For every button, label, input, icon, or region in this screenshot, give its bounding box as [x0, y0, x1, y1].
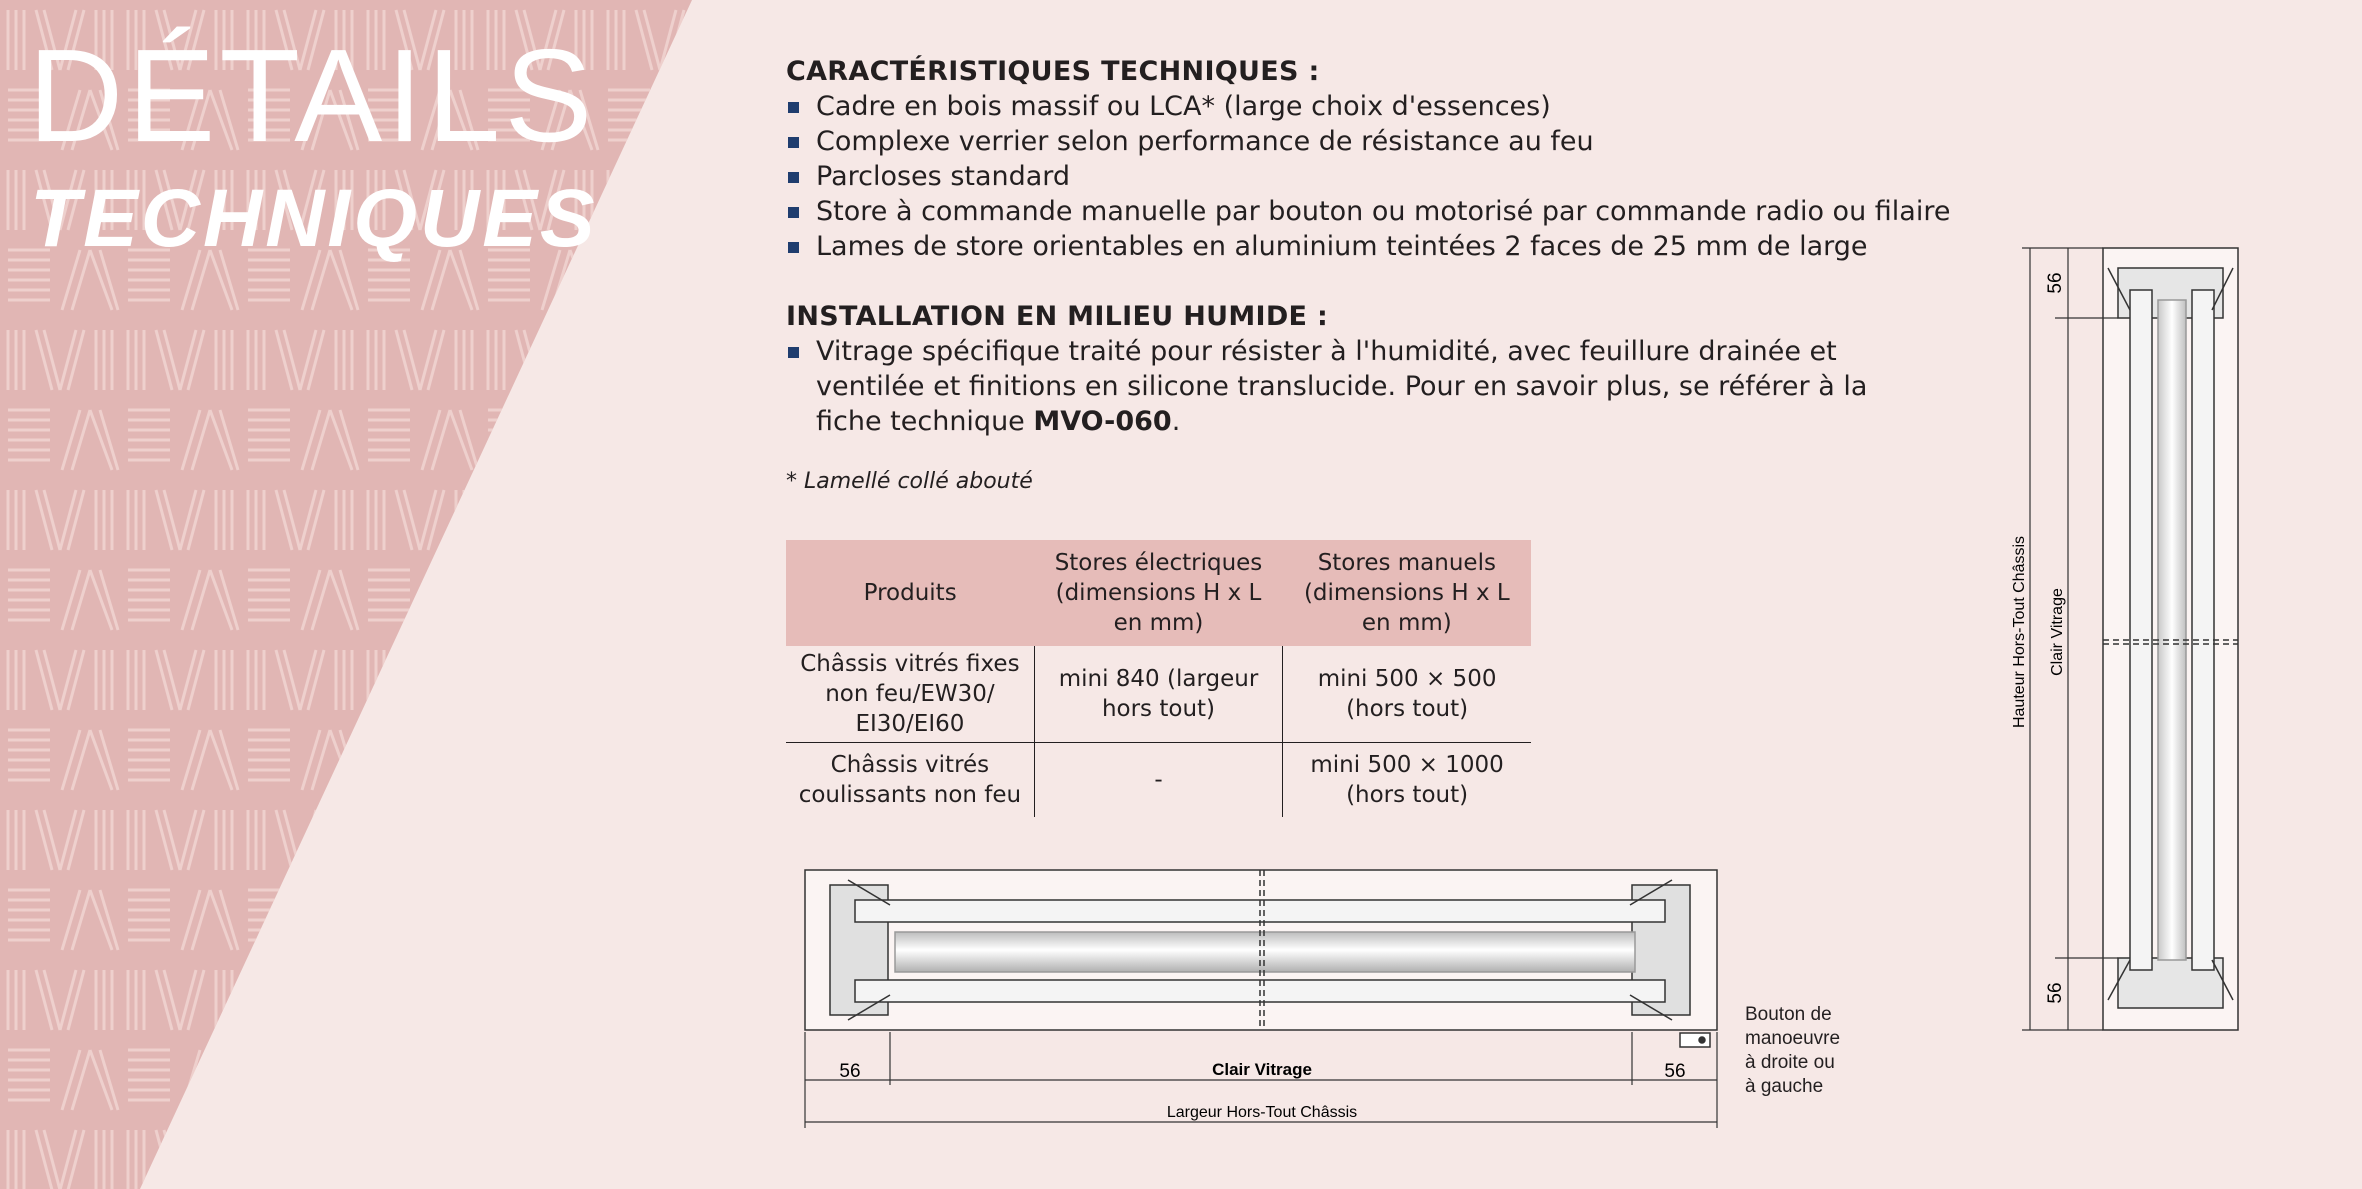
dim-right-label: 56 — [1664, 1061, 1686, 1082]
table-header: Produits — [786, 540, 1034, 646]
tech-heading: CARACTÉRISTIQUES TECHNIQUES : — [786, 56, 1320, 87]
v-hauteur-label: Hauteur Hors-Tout Châssis — [2011, 535, 2028, 729]
table-cell: - — [1034, 743, 1282, 818]
humide-text: Vitrage spécifique traité pour résister à l'humidité, avec feuillure drainée et ventilée et finitions en silicone translucide. Pour en savoir plus, se référer à la fiche technique — [816, 336, 1868, 437]
table-header: Stores manuels (dimensions H x L en mm) — [1283, 540, 1531, 646]
bouton-note — [1745, 1003, 1840, 1099]
list-item: Parcloses standard — [786, 159, 1986, 194]
list-item: Complexe verrier selon performance de résistance au feu — [786, 124, 1986, 159]
table-cell: mini 500 × 1000 (hors tout) — [1283, 743, 1531, 818]
humide-text-end: . — [1171, 406, 1181, 437]
table-header: Stores électriques (dimensions H x L en mm) — [1034, 540, 1282, 646]
v-dim-top-label: 56 — [2045, 272, 2066, 294]
table-cell: Châssis vitrés coulissants non feu — [798, 752, 1022, 808]
clair-vitrage-label: Clair Vitrage — [1212, 1060, 1312, 1079]
bouton-line: à gauche — [1745, 1076, 1824, 1097]
table-cell: mini 840 (largeur hors tout) — [1034, 646, 1282, 743]
bouton-line: Bouton de — [1745, 1004, 1832, 1025]
largeur-label: Largeur Hors-Tout Châssis — [1166, 1104, 1358, 1121]
page-title-line2: TECHNIQUES — [30, 173, 598, 264]
page-title-line1: DÉTAILS — [28, 22, 597, 169]
footnote: * Lamellé collé abouté — [786, 469, 1033, 494]
bouton-line: à droite ou — [1745, 1052, 1835, 1073]
datasheet-ref: MVO-060 — [1033, 406, 1172, 437]
table-cell: mini 500 × 500 (hors tout) — [1283, 646, 1531, 743]
humide-heading: INSTALLATION EN MILIEU HUMIDE : — [786, 301, 1329, 332]
dim-left-label: 56 — [839, 1061, 861, 1082]
list-item: Cadre en bois massif ou LCA* (large choix d'essences) — [786, 89, 1986, 124]
horizontal-section-drawing — [805, 870, 1717, 1047]
v-clair-vitrage-label: Clair Vitrage — [2049, 588, 2066, 676]
list-item: Store à commande manuelle par bouton ou motorisé par commande radio ou filaire — [786, 194, 1986, 229]
vertical-section-drawing — [2103, 248, 2238, 1030]
table-cell: Châssis vitrés fixes non feu/EW30/ EI30/EI60 — [786, 646, 1034, 743]
list-item: Lames de store orientables en aluminium teintées 2 faces de 25 mm de large — [786, 229, 1986, 264]
bouton-line: manoeuvre — [1745, 1028, 1841, 1049]
v-dim-bottom-label: 56 — [2045, 982, 2066, 1004]
